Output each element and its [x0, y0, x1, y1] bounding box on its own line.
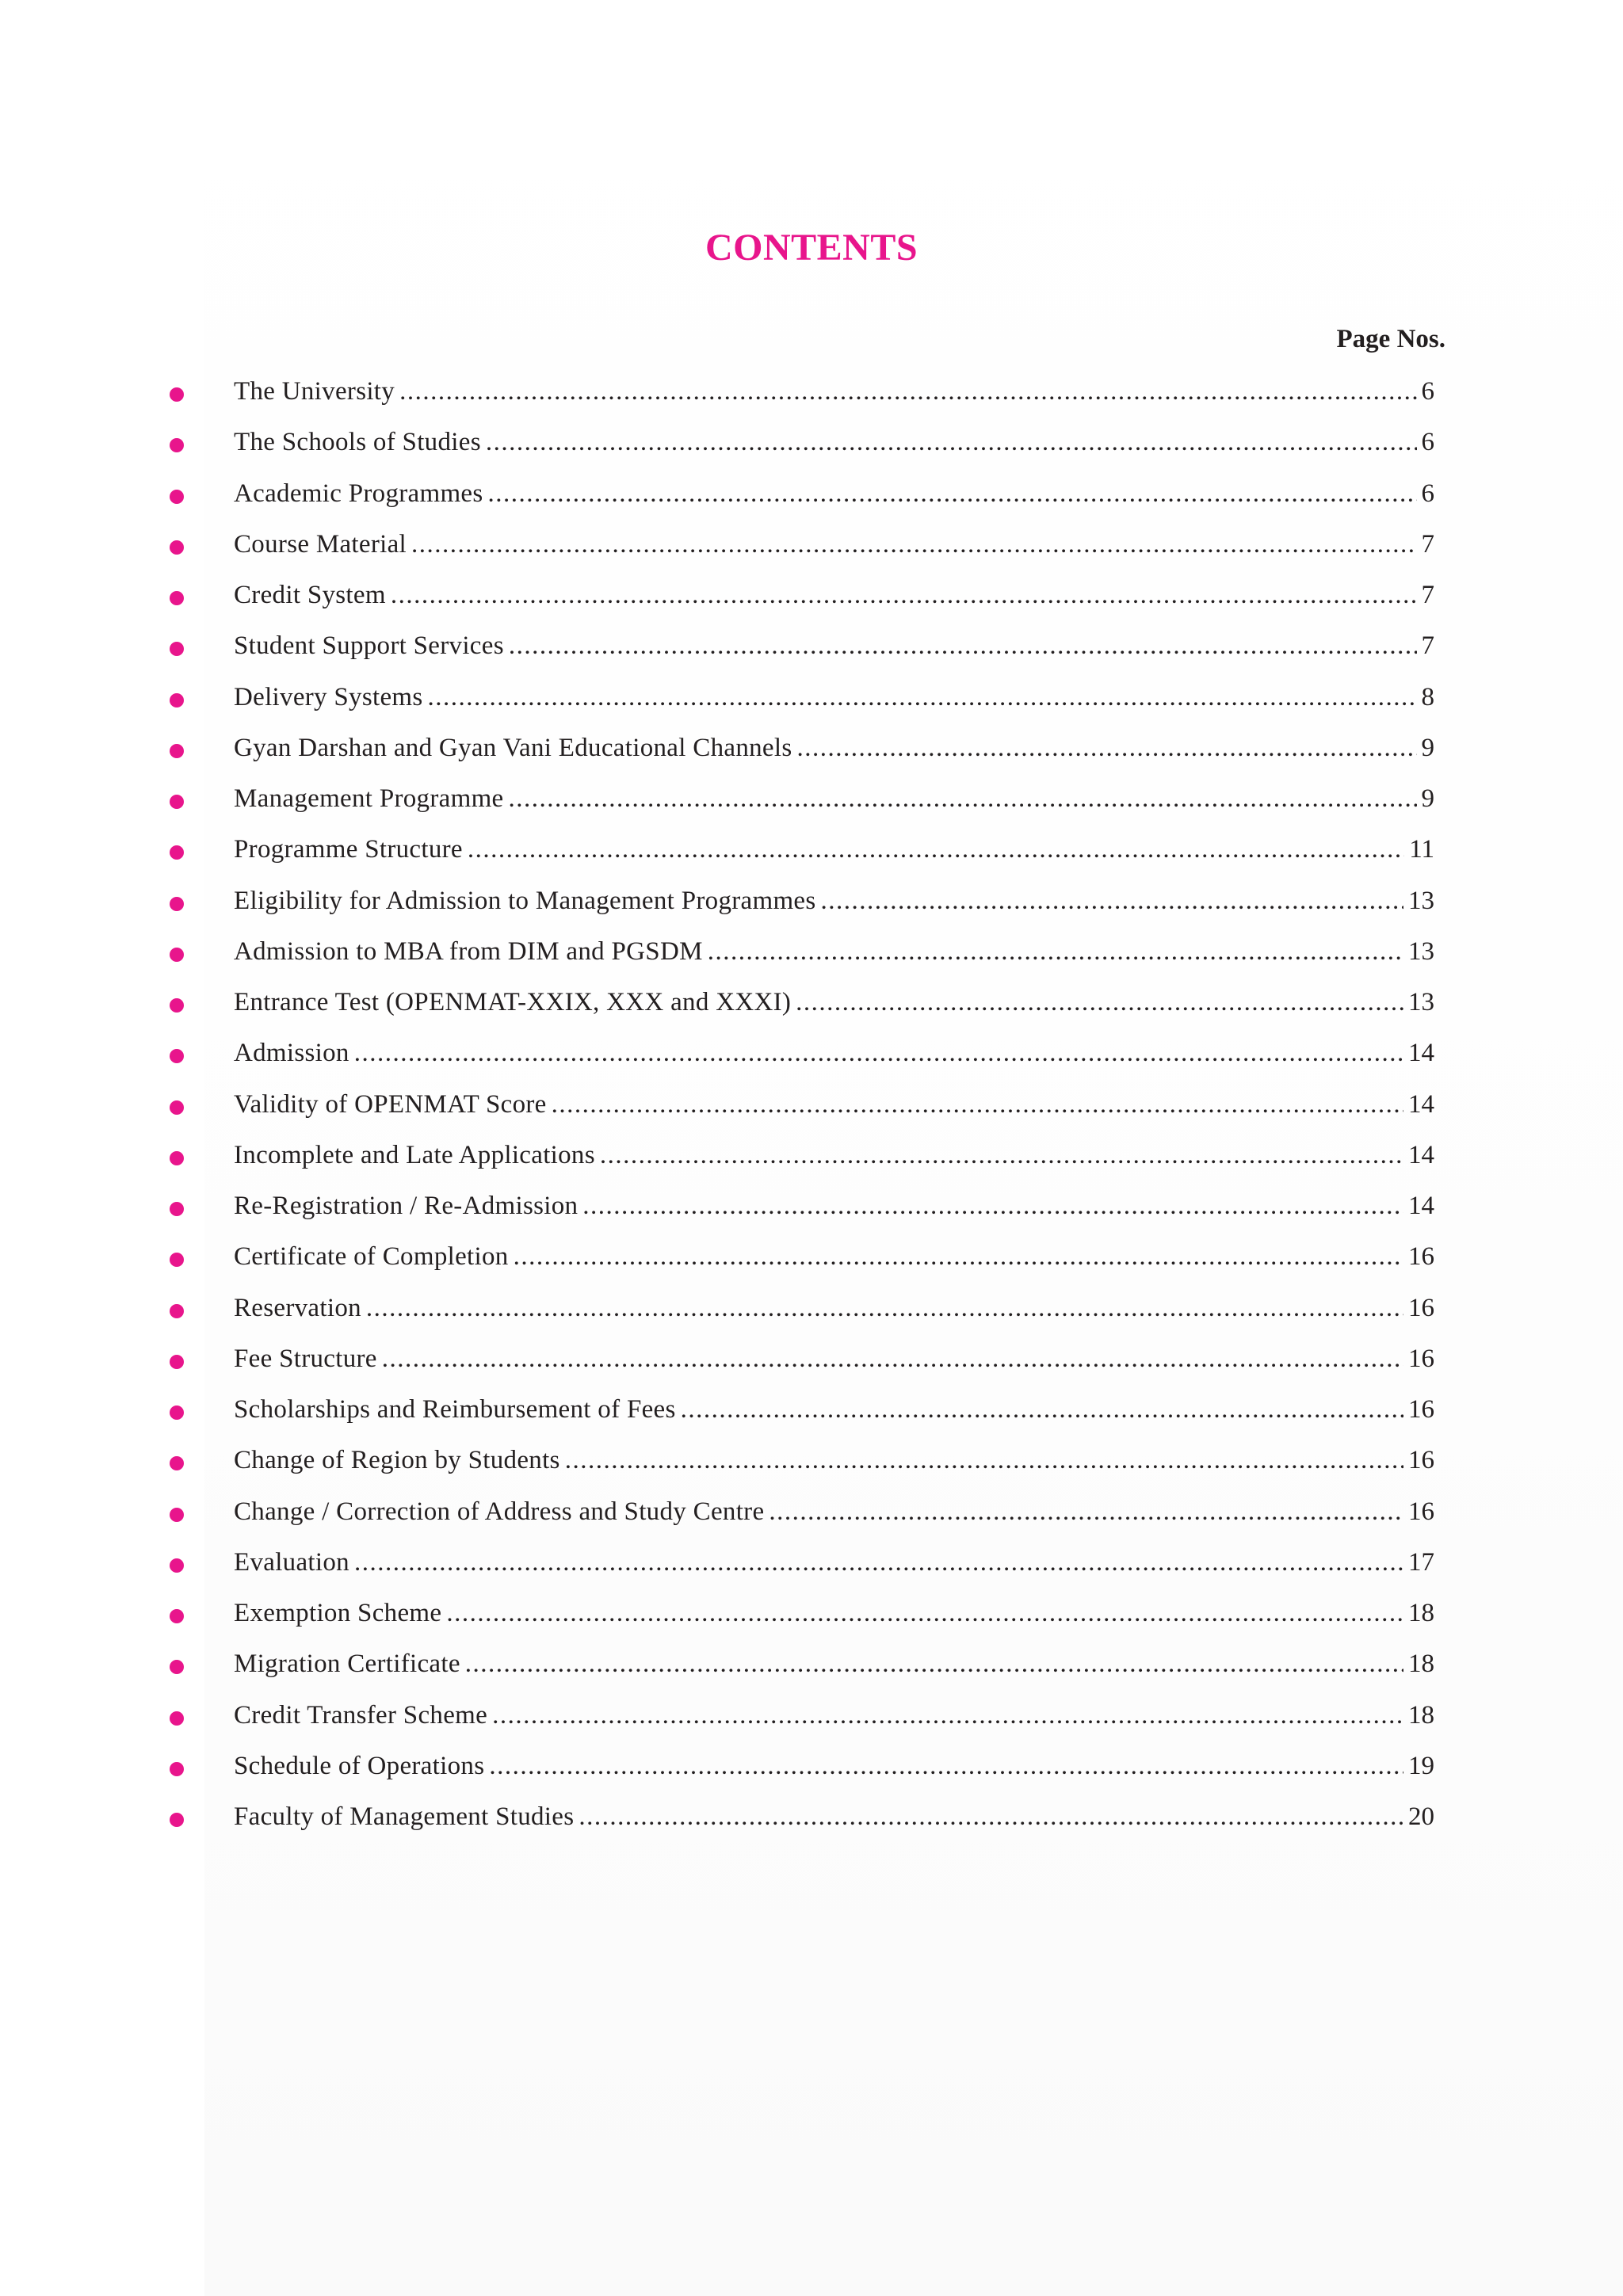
bullet-icon: [170, 1762, 184, 1776]
dot-leader: [428, 680, 1417, 715]
toc-entry-label: Credit Transfer Scheme: [234, 1700, 488, 1730]
dot-leader: [514, 1239, 1403, 1274]
bullet-icon: [170, 1456, 184, 1470]
toc-entry-page-number: 18: [1408, 1599, 1434, 1627]
dot-leader: [489, 1749, 1403, 1783]
toc-entry[interactable]: [0, 882, 1623, 933]
toc-entry-label: Gyan Darshan and Gyan Vani Educational Channels: [234, 733, 792, 762]
toc-entry-row: [234, 985, 1434, 1020]
bullet-icon: [170, 591, 184, 605]
toc-entry-row: [234, 1035, 1434, 1070]
toc-entry-page-number: 16: [1408, 1344, 1434, 1373]
toc-entry-row: [234, 680, 1434, 715]
toc-entry-row: [234, 1596, 1434, 1630]
toc-entry-page-number: 7: [1421, 529, 1434, 559]
toc-entry-page-number: 16: [1408, 1395, 1434, 1424]
bullet-icon: [170, 1253, 184, 1267]
toc-entry-page-number: 18: [1408, 1700, 1434, 1730]
dot-leader: [796, 985, 1403, 1020]
toc-entry-row: [234, 1545, 1434, 1580]
dot-leader: [492, 1698, 1403, 1733]
toc-entry-row: [234, 1646, 1434, 1681]
toc-entry-label: Validity of OPENMAT Score: [234, 1089, 547, 1119]
dot-leader: [509, 628, 1417, 663]
bullet-icon: [170, 1660, 184, 1674]
toc-entry-page-number: 13: [1408, 988, 1434, 1016]
toc-entry-label: Academic Programmes: [234, 479, 483, 508]
page-numbers-header: Page Nos.: [1336, 325, 1445, 353]
toc-entry-label: Management Programme: [234, 784, 504, 813]
bullet-icon: [170, 1813, 184, 1827]
toc-entry-row: [234, 628, 1434, 663]
bullet-icon: [170, 1405, 184, 1420]
bullet-icon: [170, 744, 184, 758]
toc-entry-label: Change of Region by Students: [234, 1446, 560, 1475]
toc-entry-page-number: 6: [1421, 428, 1434, 457]
toc-entry-row: [234, 1188, 1434, 1223]
toc-entry-row: [234, 934, 1434, 969]
toc-entry-page-number: 20: [1408, 1802, 1434, 1831]
toc-entry-page-number: 16: [1408, 1242, 1434, 1272]
toc-entry-label: Incomplete and Late Applications: [234, 1140, 595, 1169]
bullet-icon: [170, 795, 184, 809]
toc-entry[interactable]: [0, 830, 1623, 881]
toc-entry[interactable]: [0, 1085, 1623, 1136]
dot-leader: [465, 1646, 1403, 1681]
toc-entry[interactable]: [0, 1187, 1623, 1238]
toc-entry-row: [234, 730, 1434, 765]
dot-leader: [468, 832, 1404, 867]
toc-entry-label: Student Support Services: [234, 631, 504, 661]
toc-entry[interactable]: [0, 1493, 1623, 1543]
bullet-icon: [170, 1304, 184, 1318]
toc-entry[interactable]: [0, 1543, 1623, 1594]
toc-entry-label: Reservation: [234, 1293, 361, 1322]
toc-entry-label: Eligibility for Admission to Management Programmes: [234, 886, 816, 915]
dot-leader: [366, 1291, 1403, 1325]
toc-entry-row: [234, 476, 1434, 511]
toc-entry-label: Scholarships and Reimbursement of Fees: [234, 1395, 676, 1424]
toc-entry-page-number: 9: [1421, 784, 1434, 813]
toc-entry-label: Credit System: [234, 581, 386, 609]
toc-entry[interactable]: [0, 1747, 1623, 1798]
toc-entry-row: [234, 1698, 1434, 1733]
toc-entry[interactable]: [0, 780, 1623, 830]
bullet-icon: [170, 1355, 184, 1369]
dot-leader: [600, 1138, 1403, 1173]
toc-entry[interactable]: [0, 1238, 1623, 1288]
bullet-icon: [170, 897, 184, 911]
toc-entry-page-number: 18: [1408, 1650, 1434, 1679]
toc-entry[interactable]: [0, 1289, 1623, 1340]
dot-leader: [796, 730, 1416, 765]
toc-entry-page-number: 7: [1421, 581, 1434, 609]
dot-leader: [486, 425, 1417, 460]
toc-entry-page-number: 13: [1408, 886, 1434, 915]
toc-entry-label: Certificate of Completion: [234, 1242, 509, 1272]
toc-entry[interactable]: [0, 1594, 1623, 1645]
toc-entry-page-number: 7: [1421, 631, 1434, 661]
toc-entry-label: Admission: [234, 1039, 349, 1068]
toc-entry[interactable]: [0, 576, 1623, 627]
bullet-icon: [170, 1049, 184, 1063]
bullet-icon: [170, 642, 184, 656]
toc-entry-label: Course Material: [234, 529, 407, 559]
toc-entry-label: Change / Correction of Address and Study Centre: [234, 1497, 765, 1526]
dot-leader: [552, 1087, 1403, 1122]
toc-entry-label: Faculty of Management Studies: [234, 1802, 575, 1831]
dot-leader: [565, 1443, 1403, 1478]
dot-leader: [508, 781, 1416, 816]
toc-entry-label: Fee Structure: [234, 1344, 377, 1373]
bullet-icon: [170, 540, 184, 555]
toc-entry-row: [234, 1239, 1434, 1274]
toc-entry-row: [234, 374, 1434, 409]
toc-entry-page-number: 17: [1408, 1547, 1434, 1577]
bullet-icon: [170, 490, 184, 504]
toc-entry-row: [234, 1749, 1434, 1783]
toc-entry-row: [234, 1291, 1434, 1325]
dot-leader: [821, 883, 1403, 918]
toc-entry-page-number: 6: [1421, 479, 1434, 508]
dot-leader: [391, 578, 1417, 612]
toc-entry[interactable]: [0, 1798, 1623, 1848]
toc-entry-label: Delivery Systems: [234, 682, 423, 711]
dot-leader: [579, 1799, 1403, 1834]
bullet-icon: [170, 1202, 184, 1216]
bullet-icon: [170, 438, 184, 452]
toc-entry-row: [234, 425, 1434, 460]
dot-leader: [354, 1035, 1403, 1070]
toc-entry-row: [234, 578, 1434, 612]
bullet-icon: [170, 1609, 184, 1623]
toc-entry[interactable]: [0, 525, 1623, 576]
toc-entry[interactable]: [0, 1441, 1623, 1492]
bullet-icon: [170, 845, 184, 860]
toc-entry-label: Exemption Scheme: [234, 1599, 442, 1627]
bullet-icon: [170, 1151, 184, 1165]
bullet-icon: [170, 1711, 184, 1726]
toc-entry[interactable]: [0, 933, 1623, 983]
dot-leader: [708, 934, 1403, 969]
toc-entry[interactable]: [0, 372, 1623, 423]
toc-entry-page-number: 14: [1408, 1140, 1434, 1169]
bullet-icon: [170, 1100, 184, 1115]
toc-entry-row: [234, 1443, 1434, 1478]
toc-entry[interactable]: [0, 983, 1623, 1034]
toc-entry-page-number: 14: [1408, 1192, 1434, 1220]
toc-entry-page-number: 6: [1421, 377, 1434, 406]
toc-entry-label: Evaluation: [234, 1547, 349, 1577]
toc-entry-page-number: 13: [1408, 936, 1434, 966]
toc-entry-label: Entrance Test (OPENMAT-XXIX, XXX and XXXI): [234, 988, 792, 1016]
toc-entry-row: [234, 527, 1434, 562]
toc-entry-label: Re-Registration / Re-Admission: [234, 1192, 579, 1220]
dot-leader: [769, 1494, 1403, 1529]
toc-entry-label: Admission to MBA from DIM and PGSDM: [234, 936, 703, 966]
toc-entry-page-number: 16: [1408, 1293, 1434, 1322]
toc-entry-page-number: 8: [1421, 682, 1434, 711]
toc-entry[interactable]: [0, 1136, 1623, 1187]
toc-entry-label: Migration Certificate: [234, 1650, 460, 1679]
toc-entry-row: [234, 1341, 1434, 1376]
toc-entry-row: [234, 883, 1434, 918]
toc-entry-row: [234, 1392, 1434, 1427]
bullet-icon: [170, 948, 184, 962]
toc-entry-label: The Schools of Studies: [234, 428, 481, 457]
bullet-icon: [170, 998, 184, 1013]
toc-entry-label: Schedule of Operations: [234, 1751, 485, 1780]
page-title: CONTENTS: [705, 227, 918, 269]
toc-entry-page-number: 14: [1408, 1089, 1434, 1119]
toc-entry[interactable]: [0, 475, 1623, 525]
bullet-icon: [170, 1508, 184, 1522]
toc-entry[interactable]: [0, 1645, 1623, 1695]
toc-entry[interactable]: [0, 1696, 1623, 1747]
table-of-contents: [0, 372, 1623, 1848]
toc-entry[interactable]: [0, 678, 1623, 729]
dot-leader: [681, 1392, 1403, 1427]
dot-leader: [488, 476, 1417, 511]
toc-entry-page-number: 19: [1408, 1751, 1434, 1780]
toc-entry[interactable]: [0, 729, 1623, 780]
toc-entry[interactable]: [0, 1390, 1623, 1441]
toc-entry-page-number: 11: [1409, 835, 1434, 864]
dot-leader: [382, 1341, 1403, 1376]
bullet-icon: [170, 1558, 184, 1573]
toc-entry-row: [234, 1138, 1434, 1173]
toc-entry-row: [234, 1799, 1434, 1834]
dot-leader: [399, 374, 1416, 409]
toc-entry[interactable]: [0, 423, 1623, 474]
toc-entry-row: [234, 1087, 1434, 1122]
toc-entry-page-number: 16: [1408, 1446, 1434, 1475]
toc-entry-page-number: 9: [1421, 733, 1434, 762]
toc-entry[interactable]: [0, 1340, 1623, 1390]
toc-entry-page-number: 16: [1408, 1497, 1434, 1526]
bullet-icon: [170, 693, 184, 707]
bullet-icon: [170, 387, 184, 402]
dot-leader: [582, 1188, 1403, 1223]
dot-leader: [354, 1545, 1403, 1580]
toc-entry-page-number: 14: [1408, 1039, 1434, 1068]
toc-entry-row: [234, 832, 1434, 867]
dot-leader: [446, 1596, 1403, 1630]
dot-leader: [411, 527, 1416, 562]
toc-entry-row: [234, 1494, 1434, 1529]
toc-entry-label: Programme Structure: [234, 835, 463, 864]
toc-entry[interactable]: [0, 1034, 1623, 1085]
toc-entry[interactable]: [0, 627, 1623, 677]
toc-entry-row: [234, 781, 1434, 816]
toc-entry-label: The University: [234, 377, 395, 406]
